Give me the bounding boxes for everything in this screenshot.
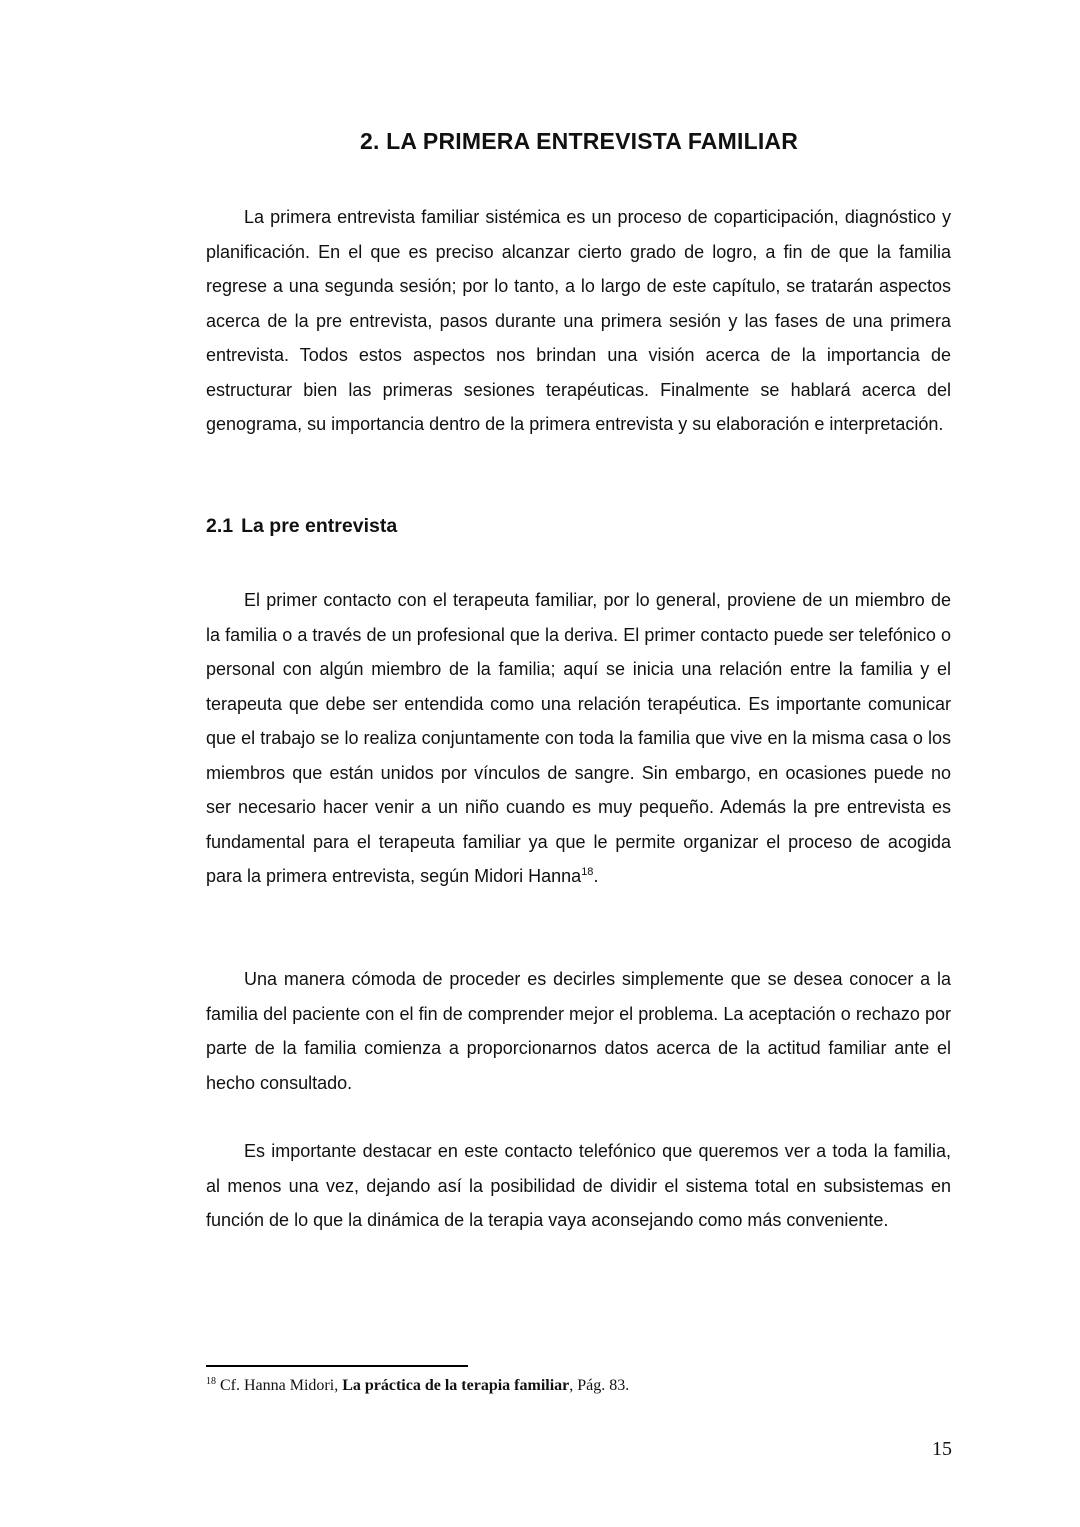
footnote	[206, 1377, 629, 1395]
section-title: La pre entrevista	[241, 515, 398, 537]
section-paragraph-3-block	[206, 1134, 951, 1238]
intro-paragraph: La primera entrevista familiar sistémica es un proceso de coparticipación, diagnóstico y planificación. En el que es preciso alcanzar cierto grado de logro, a fin de que la familia regrese a una segunda sesión; por lo tanto, a lo largo de este capítulo, se tratarán aspectos acerca de la pre entrevista, pasos durante una primera sesión y las fases de una primera entrevista. Todos estos aspectos nos brindan una visión acerca de la importancia de estructurar bien las primeras sesiones terapéuticas. Finalmente se hablará acerca del genograma, su importancia dentro de la primera entrevista y su elaboración e interpretación.	[206, 207, 951, 434]
section-paragraph-1	[206, 583, 951, 894]
section-paragraph-2-block	[206, 962, 951, 1100]
footnote-number: 18	[206, 1376, 216, 1387]
section-paragraph-2: Una manera cómoda de proceder es decirles simplemente que se desea conocer a la familia del paciente con el fin de comprender mejor el problema. La aceptación o rechazo por parte de la familia comienza a proporcionarnos datos acerca de la actitud familiar ante el hecho consultado.	[206, 969, 951, 1093]
footnote-suffix: , Pág. 83.	[569, 1377, 630, 1394]
paragraph-tail: .	[593, 866, 599, 886]
footnote-book-title: La práctica de la terapia familiar	[342, 1377, 570, 1394]
page-number: 15	[932, 1438, 952, 1460]
footnote-separator	[206, 1365, 468, 1367]
section-number: 2.1	[206, 515, 234, 537]
footnote-prefix: Cf. Hanna Midori,	[220, 1377, 343, 1394]
section-paragraph-1-block	[206, 583, 951, 894]
section-paragraph-3: Es importante destacar en este contacto telefónico que queremos ver a toda la familia, al menos una vez, dejando así la posibilidad de dividir el sistema total en subsistemas en función de lo que la dinámica de la terapia vaya aconsejando como más conveniente.	[206, 1141, 951, 1230]
section-heading	[206, 515, 397, 538]
footnote-reference[interactable]: 18	[581, 866, 594, 878]
chapter-title: 2. LA PRIMERA ENTREVISTA FAMILIAR	[359, 128, 799, 154]
intro-paragraph-block	[206, 200, 951, 442]
paragraph-text: El primer contacto con el terapeuta familiar, por lo general, proviene de un miembro de la familia o a través de un profesional que la deriva. El primer contacto puede ser telefónico o personal con algún miembro de la familia; aquí se inicia una relación entre la familia y el terapeuta que debe ser entendida como una relación terapéutica. Es importante comunicar que el trabajo se lo realiza conjuntamente con toda la familia que vive en la misma casa o los miembros que están unidos por vínculos de sangre. Sin embargo, en ocasiones puede no ser necesario hacer venir a un niño cuando es muy pequeño. Además la pre entrevista es fundamental para el terapeuta familiar ya que le permite organizar el proceso de acogida para la primera entrevista, según Midori Hanna	[206, 590, 951, 886]
